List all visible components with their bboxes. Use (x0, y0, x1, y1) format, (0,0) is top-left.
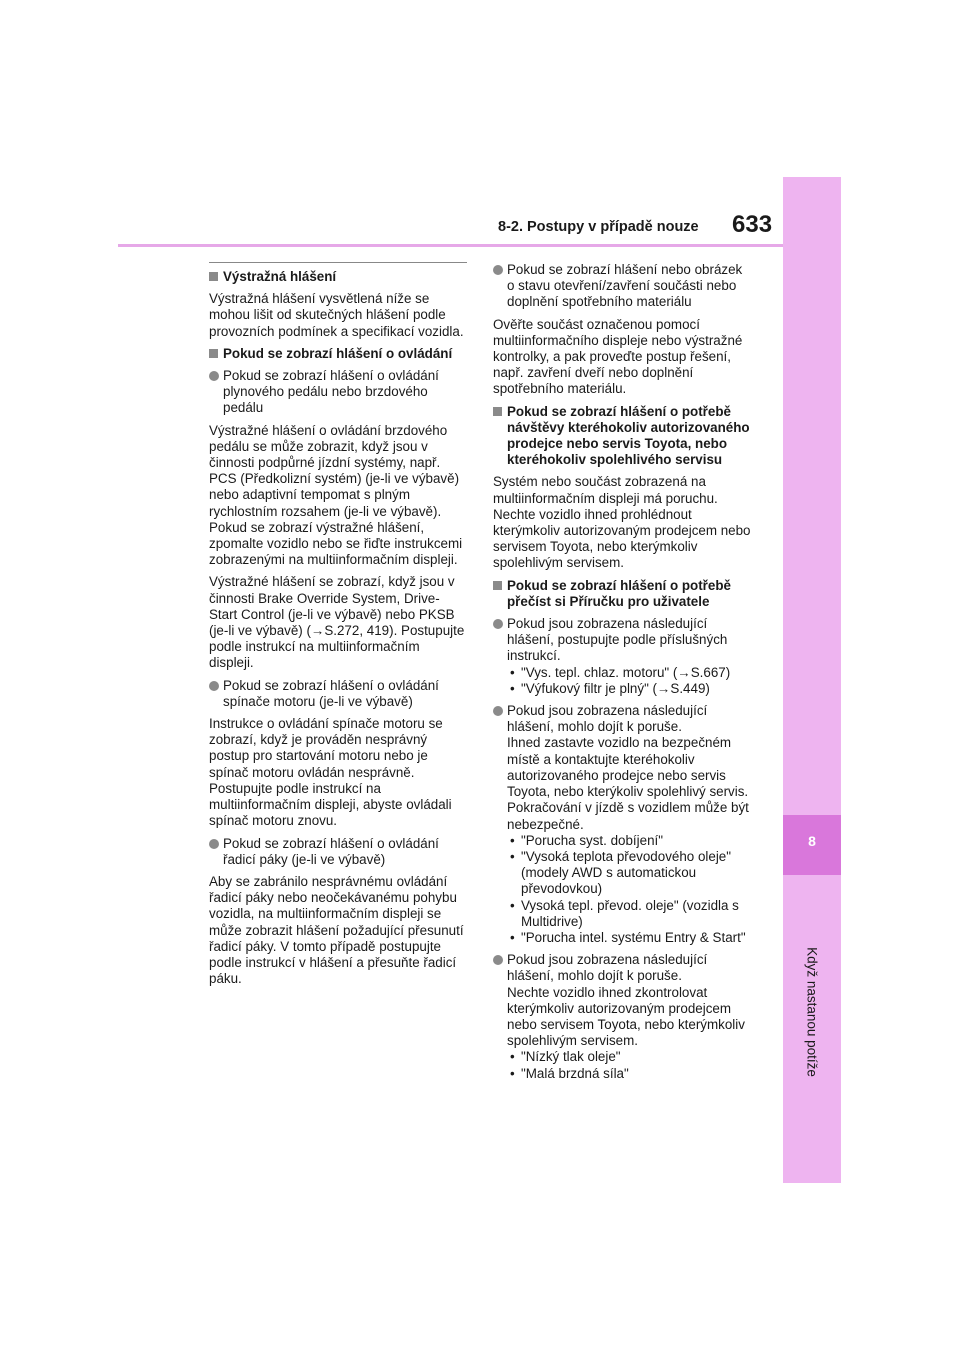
square-bullet-icon (209, 272, 218, 281)
list-item: • "Nízký tlak oleje" (507, 1049, 751, 1065)
subheading: Pokud jsou zobrazena následující hlášení, postupujte podle příslušných instrukcí. • "Vys. tepl. chlaz. motoru" (→S.667) • "Výfukový filtr je plný" (→S.449) (493, 616, 751, 697)
page-number: 633 (732, 211, 773, 238)
chapter-number: 8 (808, 833, 816, 849)
list-item: • "Vys. tepl. chlaz. motoru" (→S.667) (507, 665, 751, 681)
subheading: Pokud se zobrazí hlášení o ovládání řadicí páky (je-li ve výbavě) (209, 836, 467, 868)
subheading: Pokud se zobrazí hlášení o ovládání spínače motoru (je-li ve výbavě) (209, 678, 467, 710)
circle-bullet-icon (493, 706, 503, 716)
right-column (493, 262, 751, 1088)
heading-read-manual: Pokud se zobrazí hlášení o potřebě přečíst si Příručku pro uživatele (493, 578, 751, 610)
square-bullet-icon (209, 349, 218, 358)
list-item: • "Malá brzdná síla" (507, 1066, 751, 1082)
list-item: • "Porucha intel. systému Entry & Start" (507, 930, 751, 946)
section-title: 8-2. Postupy v případě nouze (498, 219, 699, 235)
list-item: • "Vysoká teplota převodového oleje" (modely AWD s automatickou převodovkou) (507, 849, 751, 898)
circle-bullet-icon (209, 371, 219, 381)
header-rule (118, 244, 783, 247)
subheading: Pokud jsou zobrazena následující hlášení, mohlo dojít k poruše. Ihned zastavte vozidlo na bezpečném místě a kontaktujte kteréhokoliv autorizovaného prodejce nebo servis Toyota, nebo kterýkoliv spolehlivý servis. Pokračování v jízdě s vozidlem může být nebezpečné. • "Porucha syst. dobíjení" • "Vysoká teplota převodového oleje" (modely AWD s automatickou převodovkou) • Vysoká tepl. převod. oleje" (vozidla s Multidrive) • "Porucha intel. systému Entry & Start" (493, 703, 751, 946)
paragraph: Instrukce o ovládání spínače motoru se zobrazí, když je prováděn nesprávný postup pro startování motoru nebo je spínač motoru ovládán nesprávně. Postupujte podle instrukcí na multiinformačním displeji, abyste ovládali spínač motoru znovu. (209, 716, 452, 829)
paragraph: Výstražná hlášení vysvětlená níže se mohou lišit od skutečných hlášení podle provozních podmínek a specifikací vozidla. (209, 291, 464, 339)
paragraph: Výstražné hlášení o ovládání brzdového pedálu se může zobrazit, když jsou v činnosti podpůrné jízdní systémy, např. PCS (Předkolizní systém) (je-li ve výbavě) nebo adaptivní tempomat s plným rychlostním rozsahem (je-li ve výbavě). Pokud se zobrazí výstražné hlášení, zpomalte vozidlo nebo se řiďte instrukcemi zobrazenými na multiinformačním displeji. (209, 422, 463, 568)
subheading: Pokud se zobrazí hlášení nebo obrázek o stavu otevření/zavření součásti nebo doplnění spotřebního materiálu (493, 262, 751, 311)
paragraph: Výstražné hlášení se zobrazí, když jsou v činnosti Brake Override System, Drive-Start Control (je-li ve výbavě) nebo PKSB (je-li ve výbavě) (→S.272, 419). Postupujte podle instrukcí na multiinformačním displeji. (209, 574, 465, 671)
circle-bullet-icon (493, 265, 503, 275)
paragraph: Systém nebo součást zobrazená na multiinformačním displeji má poruchu. Nechte vozidlo ihned prohlédnout kterýmkoliv autorizovaným prodejcem nebo servisem Toyota, nebo kterýmkoliv spolehlivým servisem. (493, 474, 751, 571)
circle-bullet-icon (493, 955, 503, 965)
left-column (209, 262, 467, 993)
heading-warning-messages: Výstražná hlášení (209, 269, 467, 285)
circle-bullet-icon (209, 681, 219, 691)
subheading: Pokud jsou zobrazena následující hlášení, mohlo dojít k poruše. Nechte vozidlo ihned zkontrolovat kterýmkoliv autorizovaným prodejcem nebo servisem Toyota, nebo kterýmkoliv spolehlivým servisem. • "Nízký tlak oleje" • "Malá brzdná síla" (493, 952, 751, 1082)
square-bullet-icon (493, 407, 502, 416)
circle-bullet-icon (493, 619, 503, 629)
subheading: Pokud se zobrazí hlášení o ovládání plynového pedálu nebo brzdového pedálu (209, 368, 467, 417)
heading-operation-message: Pokud se zobrazí hlášení o ovládání (209, 346, 467, 362)
list-item: • Vysoká tepl. převod. oleje" (vozidla s Multidrive) (507, 898, 751, 930)
paragraph: Ověřte součást označenou pomocí multiinformačního displeje nebo výstražné kontrolky, a pak proveďte postup řešení, např. zavření dveří nebo doplnění spotřebního materiálu. (493, 316, 743, 397)
heading-visit-dealer: Pokud se zobrazí hlášení o potřebě návštěvy kteréhokoliv autorizovaného prodejce nebo servis Toyota, nebo kteréhokoliv spolehlivého servisu (493, 404, 751, 469)
circle-bullet-icon (209, 839, 219, 849)
paragraph: Aby se zabránilo nesprávnému ovládání řadicí páky nebo neočekávanému pohybu vozidla, na multiinformačním displeji se může zobrazit hlášení požadující přesunutí řadicí páky. V tomto případě postupujte podle instrukcí v hlášení a přesuňte řadicí páku. (209, 873, 464, 987)
list-item: • "Výfukový filtr je plný" (→S.449) (507, 681, 751, 697)
list-item: • "Porucha syst. dobíjení" (507, 833, 751, 849)
chapter-title: Když nastanou potíže (804, 947, 820, 1077)
square-bullet-icon (493, 581, 502, 590)
